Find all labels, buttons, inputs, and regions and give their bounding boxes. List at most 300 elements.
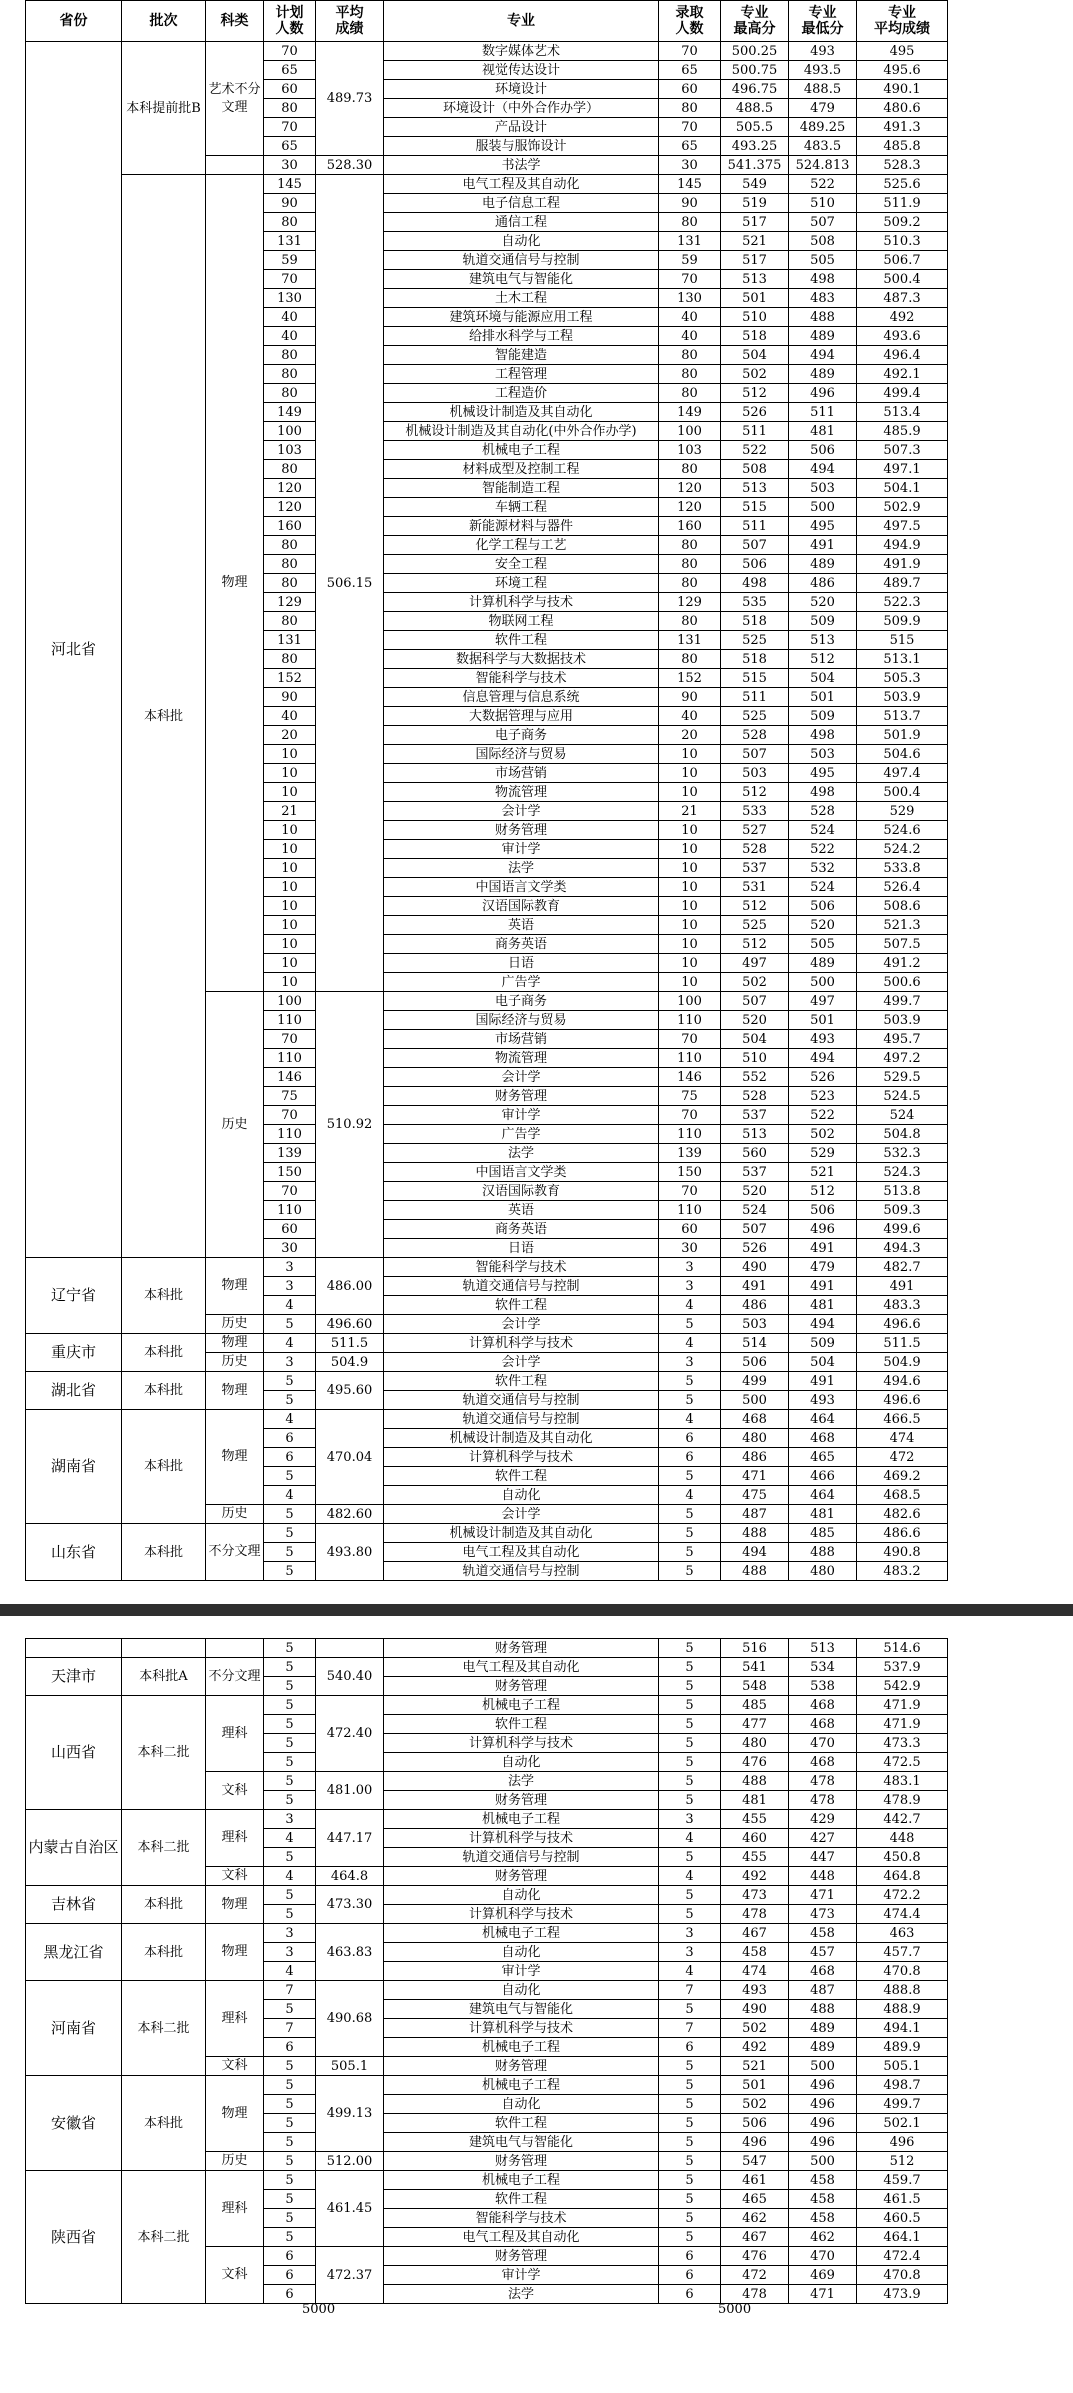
major-cell: 财务管理 <box>384 1791 659 1810</box>
max-score-cell: 520 <box>721 1182 789 1201</box>
major-avg-cell: 474 <box>857 1429 948 1448</box>
plan-cell: 40 <box>264 327 316 346</box>
subject-cell: 理科 <box>206 1810 264 1867</box>
min-score-cell: 528 <box>789 802 857 821</box>
major-avg-cell: 528.3 <box>857 156 948 175</box>
max-score-cell: 488.5 <box>721 99 789 118</box>
major-avg-cell: 494.9 <box>857 536 948 555</box>
min-score-cell: 448 <box>789 1867 857 1886</box>
max-score-cell: 500.25 <box>721 42 789 61</box>
max-score-cell: 477 <box>721 1715 789 1734</box>
admit-cell: 5 <box>659 1391 721 1410</box>
major-avg-cell: 468.5 <box>857 1486 948 1505</box>
plan-cell: 5 <box>264 1639 316 1658</box>
plan-cell: 10 <box>264 821 316 840</box>
min-score-cell: 494 <box>789 460 857 479</box>
min-score-cell: 510 <box>789 194 857 213</box>
admit-cell: 10 <box>659 821 721 840</box>
avg-score-cell: 486.00 <box>316 1258 384 1315</box>
batch-cell: 本科批 <box>122 1886 206 1924</box>
major-cell: 财务管理 <box>384 1639 659 1658</box>
subject-cell: 文科 <box>206 2247 264 2304</box>
major-cell: 工程造价 <box>384 384 659 403</box>
min-score-cell: 522 <box>789 1106 857 1125</box>
admit-cell: 10 <box>659 973 721 992</box>
avg-score-cell: 481.00 <box>316 1772 384 1810</box>
table-row <box>26 1886 948 1905</box>
plan-cell: 110 <box>264 1125 316 1144</box>
plan-cell: 5 <box>264 1696 316 1715</box>
subject-cell: 文科 <box>206 1867 264 1886</box>
admit-cell: 3 <box>659 1943 721 1962</box>
major-cell: 建筑环境与能源应用工程 <box>384 308 659 327</box>
province-cell: 湖南省 <box>26 1410 122 1524</box>
major-avg-cell: 542.9 <box>857 1677 948 1696</box>
min-score-cell: 464 <box>789 1410 857 1429</box>
major-cell: 英语 <box>384 916 659 935</box>
major-avg-cell: 504.9 <box>857 1353 948 1372</box>
avg-score-cell: 528.30 <box>316 156 384 175</box>
batch-cell: 本科二批 <box>122 1696 206 1810</box>
table-row <box>26 1410 948 1429</box>
min-score-cell: 464 <box>789 1486 857 1505</box>
avg-score-cell: 472.37 <box>316 2247 384 2304</box>
batch-cell: 本科批 <box>122 2076 206 2171</box>
subject-cell: 历史 <box>206 1353 264 1372</box>
plan-cell: 20 <box>264 726 316 745</box>
min-score-cell: 483 <box>789 289 857 308</box>
admit-cell: 80 <box>659 650 721 669</box>
plan-cell: 103 <box>264 441 316 460</box>
plan-cell: 5 <box>264 1524 316 1543</box>
plan-cell: 60 <box>264 80 316 99</box>
subject-cell: 物理 <box>206 1410 264 1505</box>
plan-cell: 6 <box>264 1448 316 1467</box>
max-score-cell: 478 <box>721 1905 789 1924</box>
max-score-cell: 507 <box>721 1220 789 1239</box>
major-cell: 审计学 <box>384 1962 659 1981</box>
min-score-cell: 522 <box>789 840 857 859</box>
plan-cell: 65 <box>264 137 316 156</box>
admit-cell: 10 <box>659 859 721 878</box>
max-score-cell: 498 <box>721 574 789 593</box>
min-score-cell: 502 <box>789 1125 857 1144</box>
province-cell: 陕西省 <box>26 2171 122 2304</box>
max-score-cell: 501 <box>721 2076 789 2095</box>
major-avg-cell: 472.5 <box>857 1753 948 1772</box>
plan-cell: 70 <box>264 270 316 289</box>
min-score-cell: 520 <box>789 593 857 612</box>
plan-cell: 145 <box>264 175 316 194</box>
plan-cell: 30 <box>264 1239 316 1258</box>
subject-cell: 物理 <box>206 2076 264 2152</box>
admit-cell: 3 <box>659 1258 721 1277</box>
avg-score-cell: 506.15 <box>316 175 384 992</box>
max-score-cell: 455 <box>721 1848 789 1867</box>
admit-cell: 70 <box>659 1030 721 1049</box>
plan-cell: 120 <box>264 498 316 517</box>
major-avg-cell: 504.8 <box>857 1125 948 1144</box>
admit-cell: 40 <box>659 308 721 327</box>
major-avg-cell: 495.6 <box>857 61 948 80</box>
table-row <box>26 2076 948 2095</box>
plan-cell: 80 <box>264 555 316 574</box>
table-row <box>26 1372 948 1391</box>
min-score-cell: 506 <box>789 897 857 916</box>
major-cell: 会计学 <box>384 802 659 821</box>
plan-cell: 80 <box>264 650 316 669</box>
major-avg-cell: 513.1 <box>857 650 948 669</box>
major-avg-cell: 504.1 <box>857 479 948 498</box>
province-cell: 湖北省 <box>26 1372 122 1410</box>
subject-cell: 物理 <box>206 175 264 992</box>
batch-cell: 本科二批 <box>122 1810 206 1886</box>
admit-cell: 59 <box>659 251 721 270</box>
max-score-cell: 512 <box>721 897 789 916</box>
major-cell: 土木工程 <box>384 289 659 308</box>
major-cell: 自动化 <box>384 1486 659 1505</box>
major-avg-cell: 490.8 <box>857 1543 948 1562</box>
admit-cell: 70 <box>659 42 721 61</box>
admit-cell: 6 <box>659 2285 721 2304</box>
batch-cell <box>122 1639 206 1658</box>
min-score-cell: 501 <box>789 1011 857 1030</box>
max-score-cell: 502 <box>721 2019 789 2038</box>
max-score-cell: 460 <box>721 1829 789 1848</box>
admit-cell: 60 <box>659 80 721 99</box>
header-major: 专业 <box>384 1 659 42</box>
min-score-cell: 522 <box>789 175 857 194</box>
min-score-cell: 488 <box>789 308 857 327</box>
major-cell: 汉语国际教育 <box>384 1182 659 1201</box>
max-score-cell: 552 <box>721 1068 789 1087</box>
admit-cell: 4 <box>659 1334 721 1353</box>
max-score-cell: 511 <box>721 422 789 441</box>
min-score-cell: 505 <box>789 251 857 270</box>
major-avg-cell: 493.6 <box>857 327 948 346</box>
admit-cell: 21 <box>659 802 721 821</box>
min-score-cell: 534 <box>789 1658 857 1677</box>
admit-cell: 130 <box>659 289 721 308</box>
major-cell: 新能源材料与器件 <box>384 517 659 536</box>
max-score-cell: 541.375 <box>721 156 789 175</box>
min-score-cell: 513 <box>789 1639 857 1658</box>
max-score-cell: 500.75 <box>721 61 789 80</box>
max-score-cell: 458 <box>721 1943 789 1962</box>
min-score-cell: 507 <box>789 213 857 232</box>
province-cell: 山西省 <box>26 1696 122 1810</box>
max-score-cell: 494 <box>721 1543 789 1562</box>
plan-cell: 60 <box>264 1220 316 1239</box>
min-score-cell: 468 <box>789 1429 857 1448</box>
min-score-cell: 504 <box>789 1353 857 1372</box>
plan-cell: 80 <box>264 213 316 232</box>
max-score-cell: 490 <box>721 1258 789 1277</box>
admit-cell: 10 <box>659 935 721 954</box>
major-cell: 数据科学与大数据技术 <box>384 650 659 669</box>
min-score-cell: 509 <box>789 612 857 631</box>
major-cell: 自动化 <box>384 1943 659 1962</box>
min-score-cell: 509 <box>789 1334 857 1353</box>
table-row <box>26 1810 948 1829</box>
admit-cell: 5 <box>659 1753 721 1772</box>
min-score-cell: 489 <box>789 327 857 346</box>
min-score-cell: 429 <box>789 1810 857 1829</box>
major-avg-cell: 470.8 <box>857 2266 948 2285</box>
subject-cell: 历史 <box>206 1505 264 1524</box>
major-avg-cell: 491.3 <box>857 118 948 137</box>
plan-cell: 131 <box>264 631 316 650</box>
major-cell: 自动化 <box>384 1981 659 2000</box>
plan-cell: 10 <box>264 745 316 764</box>
avg-score-cell <box>316 1639 384 1658</box>
max-score-cell: 488 <box>721 1772 789 1791</box>
major-avg-cell: 524 <box>857 1106 948 1125</box>
admit-cell: 146 <box>659 1068 721 1087</box>
major-cell: 书法学 <box>384 156 659 175</box>
min-score-cell: 458 <box>789 2209 857 2228</box>
max-score-cell: 512 <box>721 783 789 802</box>
major-avg-cell: 505.1 <box>857 2057 948 2076</box>
table-body-page-1 <box>26 42 948 1581</box>
major-cell: 计算机科学与技术 <box>384 1829 659 1848</box>
major-avg-cell: 470.8 <box>857 1962 948 1981</box>
major-avg-cell: 491.9 <box>857 555 948 574</box>
admit-cell: 20 <box>659 726 721 745</box>
admit-cell: 131 <box>659 631 721 650</box>
admit-cell: 5 <box>659 2152 721 2171</box>
min-score-cell: 483.5 <box>789 137 857 156</box>
admit-cell: 149 <box>659 403 721 422</box>
subject-cell: 理科 <box>206 1981 264 2057</box>
plan-cell: 5 <box>264 2076 316 2095</box>
min-score-cell: 496 <box>789 1220 857 1239</box>
admit-cell: 5 <box>659 1848 721 1867</box>
major-avg-cell: 497.2 <box>857 1049 948 1068</box>
major-avg-cell: 513.8 <box>857 1182 948 1201</box>
batch-cell: 本科批 <box>122 1924 206 1981</box>
min-score-cell: 529 <box>789 1144 857 1163</box>
admit-cell: 5 <box>659 2133 721 2152</box>
max-score-cell: 499 <box>721 1372 789 1391</box>
admit-cell: 110 <box>659 1011 721 1030</box>
header-batch: 批次 <box>122 1 206 42</box>
admit-cell: 150 <box>659 1163 721 1182</box>
max-score-cell: 475 <box>721 1486 789 1505</box>
max-score-cell: 493.25 <box>721 137 789 156</box>
major-avg-cell: 496.6 <box>857 1315 948 1334</box>
plan-cell: 149 <box>264 403 316 422</box>
max-score-cell: 522 <box>721 441 789 460</box>
major-avg-cell: 507.3 <box>857 441 948 460</box>
plan-cell: 5 <box>264 1905 316 1924</box>
admit-cell: 100 <box>659 992 721 1011</box>
major-avg-cell: 457.7 <box>857 1943 948 1962</box>
min-score-cell: 496 <box>789 384 857 403</box>
max-score-cell: 455 <box>721 1810 789 1829</box>
major-cell: 机械设计制造及其自动化 <box>384 1524 659 1543</box>
max-score-cell: 537 <box>721 859 789 878</box>
batch-cell: 本科批 <box>122 1372 206 1410</box>
major-avg-cell: 494.6 <box>857 1372 948 1391</box>
plan-cell: 160 <box>264 517 316 536</box>
table-row <box>26 1981 948 2000</box>
max-score-cell: 490 <box>721 2000 789 2019</box>
major-cell: 给排水科学与工程 <box>384 327 659 346</box>
admit-cell: 5 <box>659 1372 721 1391</box>
min-score-cell: 489.25 <box>789 118 857 137</box>
header-plan: 计划 人数 <box>264 1 316 42</box>
subject-cell: 文科 <box>206 2057 264 2076</box>
major-avg-cell: 513.4 <box>857 403 948 422</box>
max-score-cell: 471 <box>721 1467 789 1486</box>
max-score-cell: 461 <box>721 2171 789 2190</box>
major-avg-cell: 496.4 <box>857 346 948 365</box>
max-score-cell: 528 <box>721 840 789 859</box>
admit-cell: 103 <box>659 441 721 460</box>
admit-cell: 80 <box>659 384 721 403</box>
admit-cell: 6 <box>659 2247 721 2266</box>
min-score-cell: 447 <box>789 1848 857 1867</box>
table-row <box>26 42 948 61</box>
table-row <box>26 1639 948 1658</box>
major-cell: 环境工程 <box>384 574 659 593</box>
table-row <box>26 1524 948 1543</box>
max-score-cell: 492 <box>721 2038 789 2057</box>
plan-cell: 5 <box>264 1562 316 1581</box>
batch-cell: 本科二批 <box>122 2171 206 2304</box>
major-avg-cell: 485.8 <box>857 137 948 156</box>
subject-cell: 文科 <box>206 1772 264 1810</box>
subject-cell <box>206 156 264 175</box>
major-avg-cell: 505.3 <box>857 669 948 688</box>
max-score-cell: 474 <box>721 1962 789 1981</box>
major-avg-cell: 463 <box>857 1924 948 1943</box>
min-score-cell: 466 <box>789 1467 857 1486</box>
max-score-cell: 531 <box>721 878 789 897</box>
min-score-cell: 523 <box>789 1087 857 1106</box>
major-cell: 商务英语 <box>384 935 659 954</box>
major-cell: 国际经济与贸易 <box>384 745 659 764</box>
min-score-cell: 468 <box>789 1962 857 1981</box>
major-avg-cell: 488.9 <box>857 2000 948 2019</box>
min-score-cell: 500 <box>789 973 857 992</box>
max-score-cell: 524 <box>721 1201 789 1220</box>
major-cell: 法学 <box>384 2285 659 2304</box>
major-avg-cell: 469.2 <box>857 1467 948 1486</box>
major-avg-cell: 525.6 <box>857 175 948 194</box>
header-admit: 录取 人数 <box>659 1 721 42</box>
plan-cell: 5 <box>264 1848 316 1867</box>
major-cell: 自动化 <box>384 1886 659 1905</box>
major-cell: 机械电子工程 <box>384 2038 659 2057</box>
min-score-cell: 498 <box>789 270 857 289</box>
batch-cell: 本科批 <box>122 1334 206 1372</box>
max-score-cell: 525 <box>721 916 789 935</box>
admit-cell: 4 <box>659 1486 721 1505</box>
plan-cell: 4 <box>264 1486 316 1505</box>
table-row <box>26 1258 948 1277</box>
subject-cell: 物理 <box>206 1372 264 1410</box>
major-avg-cell: 473.3 <box>857 1734 948 1753</box>
min-score-cell: 496 <box>789 2076 857 2095</box>
avg-score-cell: 493.80 <box>316 1524 384 1581</box>
min-score-cell: 479 <box>789 1258 857 1277</box>
major-cell: 信息管理与信息系统 <box>384 688 659 707</box>
min-score-cell: 495 <box>789 517 857 536</box>
max-score-cell: 508 <box>721 460 789 479</box>
max-score-cell: 514 <box>721 1334 789 1353</box>
admit-cell: 5 <box>659 1886 721 1905</box>
min-score-cell: 481 <box>789 1296 857 1315</box>
admit-cell: 80 <box>659 536 721 555</box>
plan-cell: 5 <box>264 2133 316 2152</box>
admit-cell: 10 <box>659 745 721 764</box>
min-score-cell: 480 <box>789 1562 857 1581</box>
min-score-cell: 505 <box>789 935 857 954</box>
major-avg-cell: 507.5 <box>857 935 948 954</box>
min-score-cell: 500 <box>789 2152 857 2171</box>
major-cell: 电子商务 <box>384 726 659 745</box>
plan-cell: 80 <box>264 460 316 479</box>
max-score-cell: 492 <box>721 1867 789 1886</box>
plan-cell: 70 <box>264 1030 316 1049</box>
min-score-cell: 494 <box>789 346 857 365</box>
avg-score-cell: 470.04 <box>316 1410 384 1505</box>
major-cell: 中国语言文学类 <box>384 878 659 897</box>
max-score-cell: 500 <box>721 1391 789 1410</box>
subject-cell: 理科 <box>206 2171 264 2247</box>
major-cell: 机械设计制造及其自动化 <box>384 403 659 422</box>
max-score-cell: 517 <box>721 213 789 232</box>
plan-cell: 3 <box>264 1943 316 1962</box>
admit-cell: 65 <box>659 61 721 80</box>
min-score-cell: 538 <box>789 1677 857 1696</box>
major-cell: 轨道交通信号与控制 <box>384 1562 659 1581</box>
max-score-cell: 535 <box>721 593 789 612</box>
admit-cell: 7 <box>659 1981 721 2000</box>
max-score-cell: 503 <box>721 764 789 783</box>
major-avg-cell: 515 <box>857 631 948 650</box>
plan-cell: 110 <box>264 1011 316 1030</box>
max-score-cell: 528 <box>721 726 789 745</box>
major-cell: 会计学 <box>384 1315 659 1334</box>
plan-cell: 5 <box>264 2209 316 2228</box>
major-cell: 轨道交通信号与控制 <box>384 1391 659 1410</box>
min-score-cell: 513 <box>789 631 857 650</box>
major-avg-cell: 482.7 <box>857 1258 948 1277</box>
admission-table-page-2 <box>25 1638 948 2304</box>
subject-cell: 历史 <box>206 992 264 1258</box>
major-cell: 财务管理 <box>384 1867 659 1886</box>
major-avg-cell: 473.9 <box>857 2285 948 2304</box>
major-cell: 轨道交通信号与控制 <box>384 1277 659 1296</box>
plan-cell: 139 <box>264 1144 316 1163</box>
major-avg-cell: 474.4 <box>857 1905 948 1924</box>
major-cell: 审计学 <box>384 1106 659 1125</box>
major-avg-cell: 464.8 <box>857 1867 948 1886</box>
max-score-cell: 493 <box>721 1981 789 2000</box>
max-score-cell: 504 <box>721 1030 789 1049</box>
max-score-cell: 547 <box>721 2152 789 2171</box>
major-cell: 财务管理 <box>384 2247 659 2266</box>
major-cell: 机械设计制造及其自动化 <box>384 1429 659 1448</box>
province-cell: 安徽省 <box>26 2076 122 2171</box>
plan-cell: 6 <box>264 2247 316 2266</box>
max-score-cell: 511 <box>721 688 789 707</box>
min-score-cell: 491 <box>789 1277 857 1296</box>
major-cell: 机械设计制造及其自动化(中外合作办学) <box>384 422 659 441</box>
